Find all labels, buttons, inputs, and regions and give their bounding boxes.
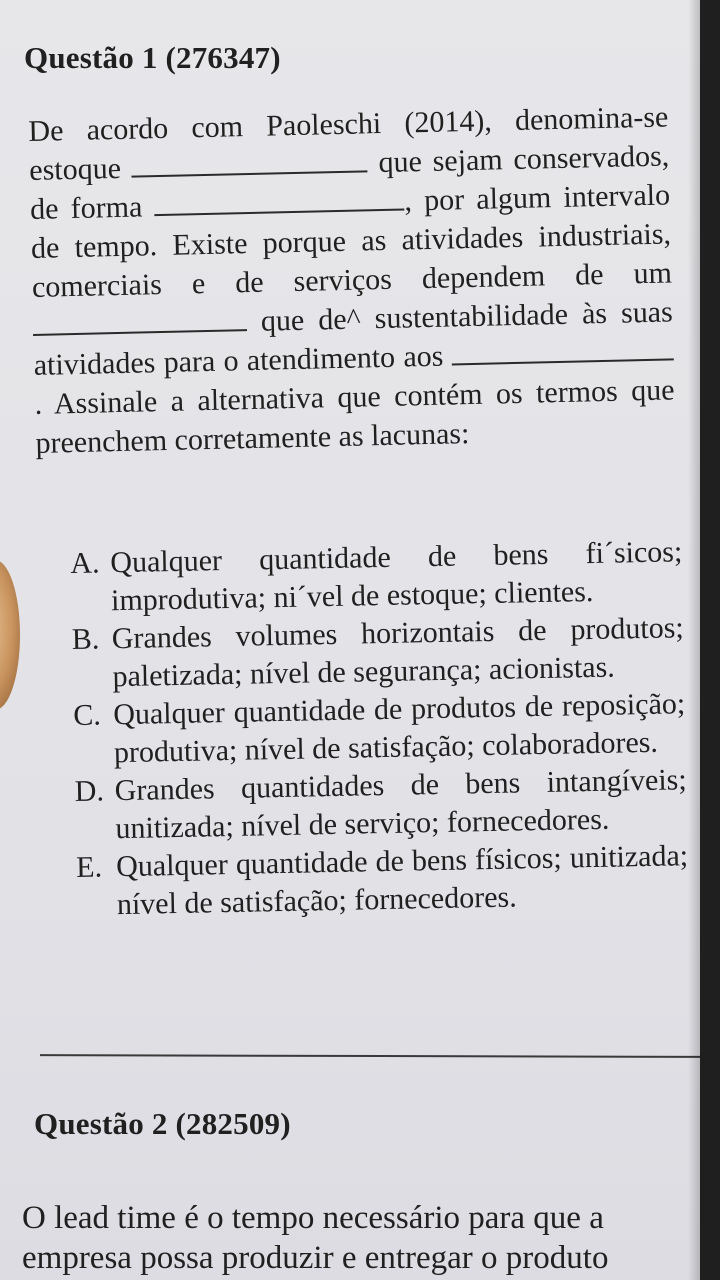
statement-part-3: , por algum intervalo de tempo. Existe porque as atividades industriais, comerciais e de serviços dependem de um	[30, 178, 673, 304]
blank-3	[32, 305, 247, 336]
alternative-c[interactable]	[73, 685, 686, 773]
alternative-d[interactable]	[74, 761, 687, 849]
alternative-text: Qualquer quantidade de bens fi´sicos; improdutiva; ni´vel de estoque; clientes.	[110, 535, 683, 618]
alternative-text: Qualquer quantidade de bens físicos; unitizada; nível de satisfação; fornecedores.	[115, 839, 689, 922]
alternative-a[interactable]	[70, 533, 683, 621]
alternative-letter: D.	[74, 774, 105, 808]
blank-1	[131, 146, 368, 177]
question-2-title: Questão 2 (282509)	[34, 1106, 291, 1141]
alternative-text: Grandes quantidades de bens intangíveis; unitizada; nível de serviço; fornecedores.	[114, 763, 687, 846]
alternatives-list	[70, 533, 689, 925]
alternative-text: Grandes volumes horizontais de produtos; paletizada; nível de segurança; acionistas.	[111, 611, 685, 694]
statement-part-5: . Assinale a alternativa que contém os termos que preenchem corretamente as lacunas:	[34, 373, 675, 460]
alternative-letter: E.	[75, 850, 103, 884]
section-divider	[40, 1054, 700, 1058]
alternative-text: Qualquer quantidade de produtos de reposição; produtiva; nível de satisfação; colaboradores.	[112, 687, 686, 770]
statement-part-4: que de^ sustentabilidade às suas atividades para o atendimento aos	[33, 295, 674, 382]
finger-photo-artifact	[0, 560, 20, 710]
blank-2	[154, 184, 405, 216]
alternative-letter: B.	[71, 622, 100, 656]
alternative-letter: C.	[72, 698, 102, 732]
question-1-title: Questão 1 (276347)	[24, 40, 281, 75]
page-edge-shadow	[688, 0, 700, 1280]
blank-4	[451, 334, 674, 365]
statement-part-2: que sejam conservados, de forma	[29, 139, 670, 226]
question-2-statement	[22, 1198, 700, 1278]
alternative-e[interactable]	[76, 837, 689, 925]
question-2-line-2: empresa possa produzir e entregar o produto	[22, 1240, 609, 1276]
statement-part-1: De acordo com Paoleschi (2014), denomina-se estoque	[28, 100, 669, 187]
question-2-line-1: O lead time é o tempo necessário para que a	[22, 1200, 604, 1236]
alternative-letter: A.	[70, 546, 100, 580]
question-1-statement	[28, 97, 676, 462]
alternative-b[interactable]	[71, 609, 684, 697]
